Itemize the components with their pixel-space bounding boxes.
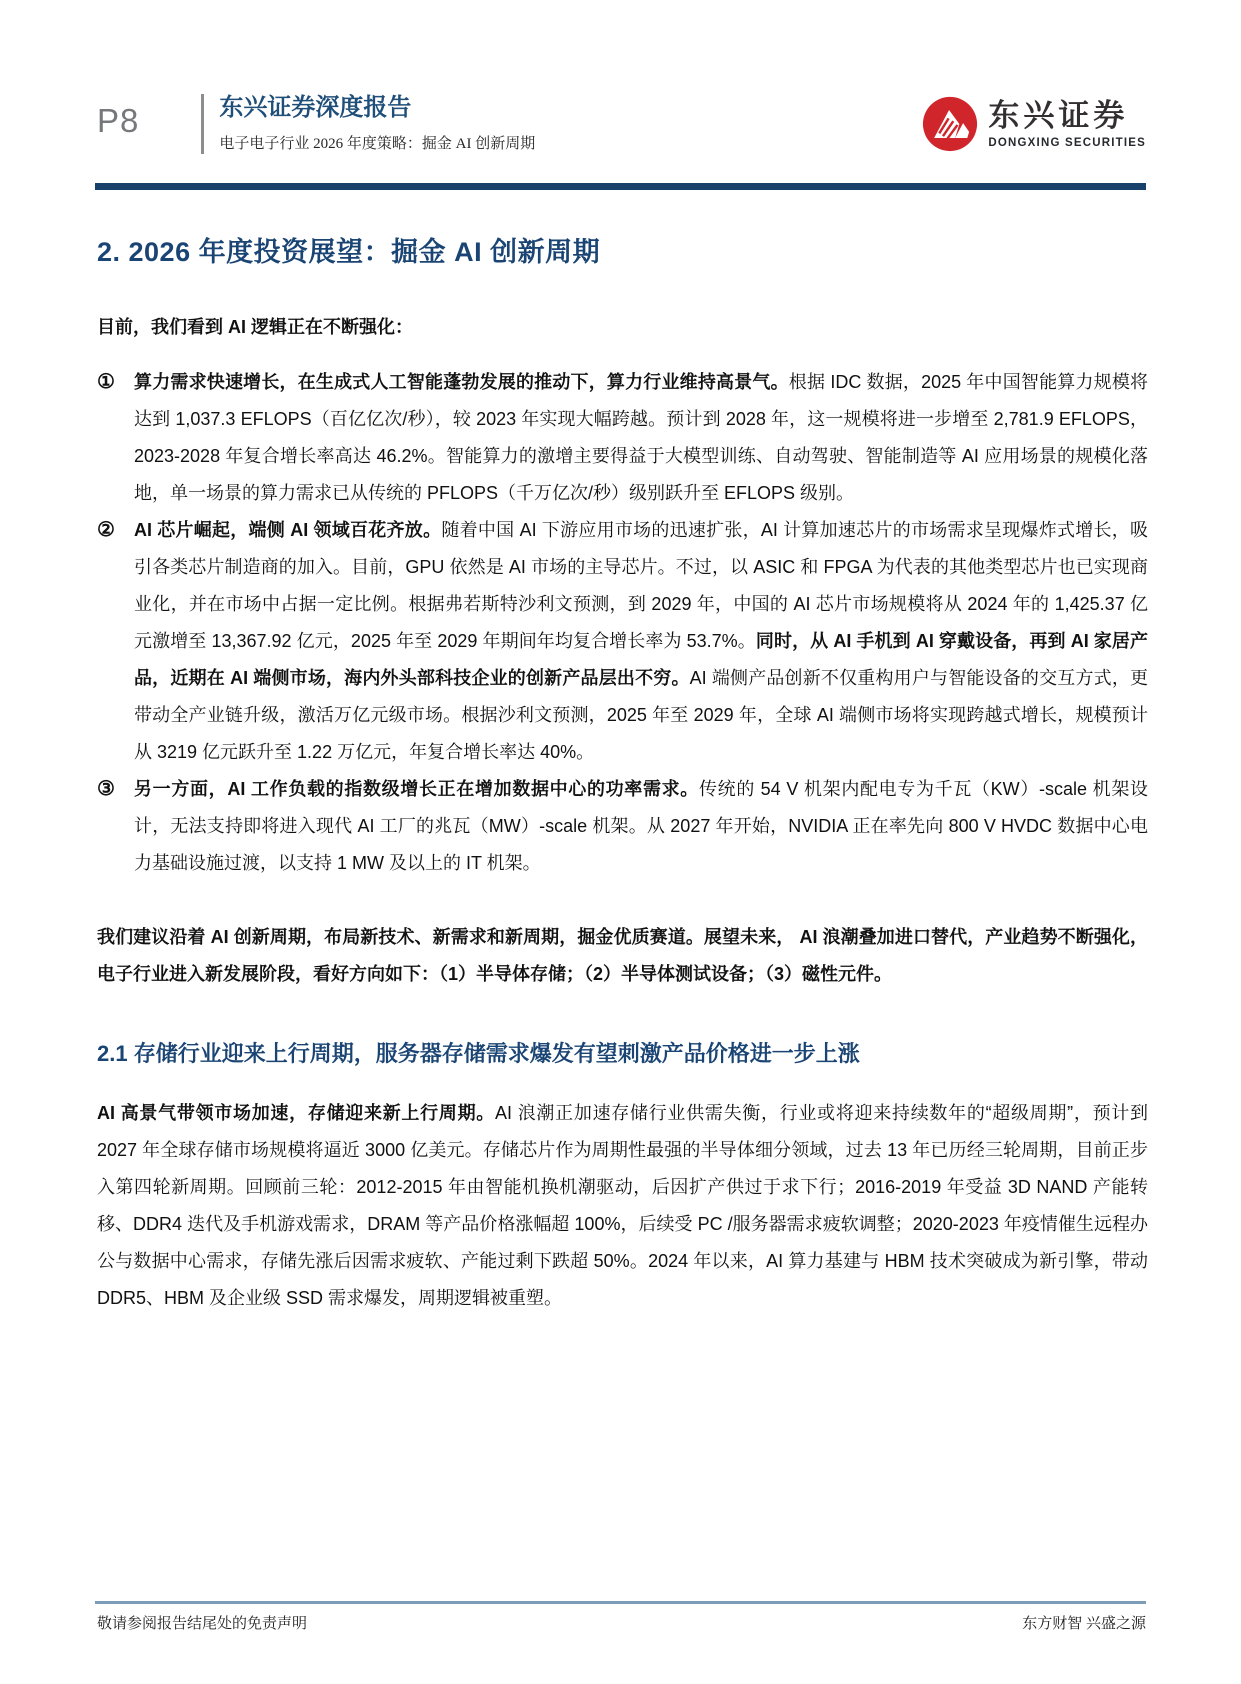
item-1-text	[134, 364, 1148, 512]
storage-paragraph	[97, 1095, 1148, 1317]
logo-mountain-icon	[922, 96, 978, 152]
item-2-marker: ②	[97, 519, 115, 541]
page-header	[97, 94, 1146, 154]
item-3-marker: ③	[97, 778, 115, 800]
report-subtitle: 电子电子行业 2026 年度策略：掘金 AI 创新周期	[219, 135, 536, 152]
item-1-marker: ①	[97, 371, 115, 393]
header-divider	[201, 94, 204, 154]
text-run: AI 端侧产品创新不仅重构用户与智能设备的交互方式，更带动全产业链升级，激活万亿元级市场。根据沙利文预测，2025 年至 2029 年，全球 AI 端侧市场将实现跨越式增长，规模预计从 3219 亿元跃升至 1.22 万亿元，年复合增长率达 40%。	[134, 668, 1149, 762]
page-number: P8	[97, 102, 140, 139]
numbered-list	[97, 364, 1148, 882]
summary-paragraph: 我们建议沿着 AI 创新周期，布局新技术、新需求和新周期，掘金优质赛道。展望未来， AI 浪潮叠加进口替代，产业趋势不断强化，电子行业进入新发展阶段，看好方向如下：（1）半导体存储；（2）半导体测试设备；（3）磁性元件。	[97, 927, 1148, 984]
item-2-text	[134, 512, 1148, 771]
page-footer	[97, 1612, 1146, 1633]
section-title: 2. 2026 年度投资展望：掘金 AI 创新周期	[97, 237, 601, 267]
list-item-1	[97, 364, 1148, 512]
list-item-2	[97, 512, 1148, 771]
text-run: 同时，从 AI 手机到 AI 穿戴设备，再到 AI 家居产品，近期在 AI 端侧市场，海内外头部科技企业的创新产品层出不穷。	[134, 631, 1148, 688]
intro-paragraph: 目前，我们看到 AI 逻辑正在不断强化：	[97, 317, 414, 337]
list-item-3	[97, 771, 1148, 882]
logo-text	[988, 99, 1146, 148]
text-run: AI 芯片崛起，端侧 AI 领域百花齐放。	[134, 520, 442, 540]
text-run: 根据 IDC 数据，2025 年中国智能算力规模将达到 1,037.3 EFLOPS（百亿亿次/秒），较 2023 年实现大幅跨越。预计到 2028 年，这一规模将进一步增至 2,781.9 EFLOPS，2023-2028 年复合增长率高达 46.2%。智能算力的激增主要得益于大模型训练、自动驾驶、智能制造等 AI 应用场景的规模化落地，单一场景的算力需求已从传统的 PFLOPS（千万亿次/秒）级别跃升至 EFLOPS 级别。	[134, 372, 1149, 503]
text-run: 算力需求快速增长，在生成式人工智能蓬勃发展的推动下，算力行业维持高景气。	[134, 372, 789, 392]
text-run: 另一方面，AI 工作负载的指数级增长正在增加数据中心的功率需求。	[134, 779, 699, 799]
text-run: 传统的 54 V 机架内配电专为千瓦（KW）-scale 机架设计，无法支持即将进入现代 AI 工厂的兆瓦（MW）-scale 机架。从 2027 年开始，NVIDIA 正在率先向 800 V HVDC 数据中心电力基础设施过渡，以支持 1 MW 及以上的 IT 机架。	[134, 779, 1149, 873]
footer-slogan: 东方财智 兴盛之源	[1022, 1616, 1146, 1632]
item-3-text	[134, 771, 1148, 882]
text-run: AI 浪潮正加速存储行业供需失衡，行业或将迎来持续数年的“超级周期”，预计到 2027 年全球存储市场规模将逼近 3000 亿美元。存储芯片作为周期性最强的半导体细分领域，过去 13 年已历经三轮周期，目前正步入第四轮新周期。回顾前三轮：2012-2015 年由智能机换机潮驱动，后因扩产供过于求下行；2016-2019 年受益 3D NAND 产能转移、DDR4 迭代及手机游戏需求，DRAM 等产品价格涨幅超 100%，后续受 PC /服务器需求疲软调整；2020-2023 年疫情催生远程办公与数据中心需求，存储先涨后因需求疲软、产能过剩下跌超 50%。2024 年以来，AI 算力基建与 HBM 技术突破成为新引擎，带动 DDR5、HBM 及企业级 SSD 需求爆发，周期逻辑被重塑。	[97, 1103, 1148, 1308]
logo-en-name: DONGXING SECURITIES	[988, 136, 1146, 149]
footer-rule	[95, 1601, 1146, 1604]
header-titles	[219, 94, 535, 153]
header-rule	[95, 183, 1146, 190]
logo-zh-name: 东兴证券	[988, 98, 1129, 134]
footer-disclaimer: 敬请参阅报告结尾处的免责声明	[97, 1616, 308, 1632]
subsection-title: 2.1 存储行业迎来上行周期，服务器存储需求爆发有望刺激产品价格进一步上涨	[97, 1041, 860, 1066]
text-run: AI 高景气带领市场加速，存储迎来新上行周期。	[97, 1103, 495, 1123]
report-body	[97, 212, 1148, 1335]
report-series-title: 东兴证券深度报告	[219, 94, 412, 121]
text-run: 随着中国 AI 下游应用市场的迅速扩张，AI 计算加速芯片的市场需求呈现爆炸式增长，吸引各类芯片制造商的加入。目前，GPU 依然是 AI 市场的主导芯片。不过，以 ASIC 和 FPGA 为代表的其他类型芯片也已实现商业化，并在市场中占据一定比例。根据弗若斯特沙利文预测，到 2029 年，中国的 AI 芯片市场规模将从 2024 年的 1,425.37 亿元激增至 13,367.92 亿元，2025 年至 2029 年期间年均复合增长率为 53.7%。	[134, 520, 1148, 651]
brand-logo	[922, 96, 1146, 152]
